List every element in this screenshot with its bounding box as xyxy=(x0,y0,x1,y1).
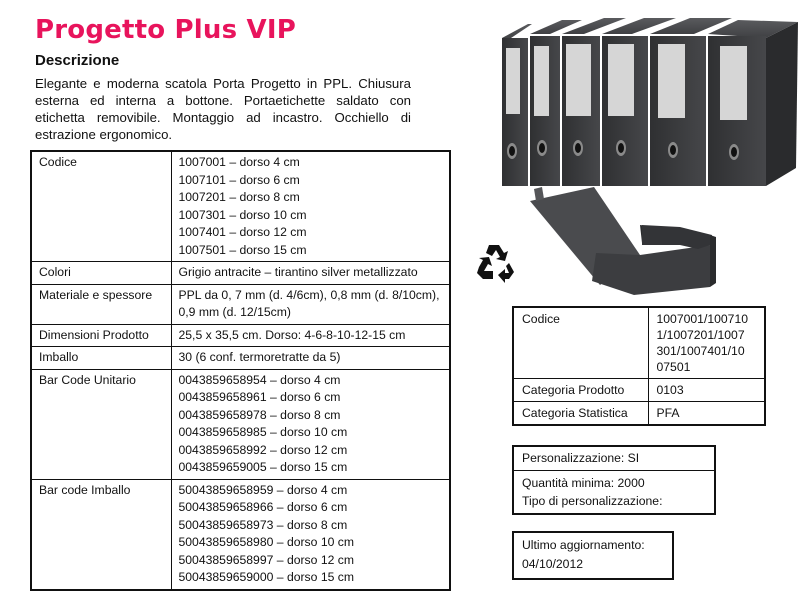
spec-value-line: 1007501 – dorso 15 cm xyxy=(178,242,307,257)
spec-value-line: 0043859658961 – dorso 6 cm xyxy=(178,390,341,404)
spec-row xyxy=(31,369,450,479)
spec-table xyxy=(30,150,451,591)
personalization-enabled: Personalizzazione: SI xyxy=(514,447,714,471)
last-update-date: 04/10/2012 xyxy=(522,557,583,571)
spec-row xyxy=(31,151,450,262)
personalization-type: Tipo di personalizzazione: xyxy=(522,494,663,508)
spec-value-line: 25,5 x 35,5 cm. Dorso: 4-6-8-10-12-15 cm xyxy=(178,327,406,342)
code-value-line: 07501 xyxy=(656,360,691,374)
spec-label: Bar Code Unitario xyxy=(31,369,171,479)
code-value xyxy=(648,402,765,426)
spec-label: Dimensioni Prodotto xyxy=(31,324,171,347)
spec-row xyxy=(31,479,450,590)
code-label: Codice xyxy=(513,307,648,379)
spec-label: Materiale e spessore xyxy=(31,284,171,324)
code-value-line: 1007001/100710 xyxy=(656,312,749,326)
spec-value-line: 50043859658997 – dorso 12 cm xyxy=(178,552,355,567)
product-photo-open-box xyxy=(530,185,770,295)
code-value xyxy=(648,379,765,402)
product-photo-boxes xyxy=(480,8,800,188)
spec-row xyxy=(31,284,450,324)
code-label: Categoria Prodotto xyxy=(513,379,648,402)
spec-value-line: PPL da 0, 7 mm (d. 4/6cm), 0,8 mm (d. 8/10cm), xyxy=(178,287,440,302)
spec-value-line: 0043859658978 – dorso 8 cm xyxy=(178,407,341,422)
spec-row xyxy=(31,262,450,285)
spec-label: Colori xyxy=(31,262,171,285)
section-heading-descrizione: Descrizione xyxy=(35,52,120,69)
spec-value-line: 0,9 mm (d. 12/15cm) xyxy=(178,305,291,319)
code-value-line: 1/1007201/1007 xyxy=(656,328,745,342)
spec-value-line: Grigio antracite – tirantino silver metallizzato xyxy=(178,265,418,279)
spec-value xyxy=(171,324,450,347)
code-row xyxy=(513,402,765,426)
personalization-box xyxy=(512,445,716,515)
last-update-box xyxy=(512,531,674,580)
spec-label: Codice xyxy=(31,151,171,262)
code-value-line: 0103 xyxy=(656,383,684,397)
page-title: Progetto Plus VIP xyxy=(35,15,297,45)
spec-row xyxy=(31,324,450,347)
personalization-min-qty: Quantità minima: 2000 xyxy=(522,476,645,490)
recycle-icon xyxy=(475,241,517,283)
code-row xyxy=(513,379,765,402)
code-value xyxy=(648,307,765,379)
spec-label: Bar code Imballo xyxy=(31,479,171,590)
code-label: Categoria Statistica xyxy=(513,402,648,426)
spec-value-line: 1007201 – dorso 8 cm xyxy=(178,190,300,204)
spec-row xyxy=(31,347,450,370)
spec-value-line: 1007301 – dorso 10 cm xyxy=(178,207,307,222)
spec-value xyxy=(171,479,450,590)
spec-value-line: 1007101 – dorso 6 cm xyxy=(178,172,300,187)
spec-value xyxy=(171,369,450,479)
spec-value-line: 0043859658954 – dorso 4 cm xyxy=(178,372,341,387)
spec-value-line: 50043859658966 – dorso 6 cm xyxy=(178,500,348,514)
spec-value xyxy=(171,284,450,324)
code-value-line: PFA xyxy=(656,406,680,420)
spec-value xyxy=(171,347,450,370)
code-table xyxy=(512,306,766,426)
spec-value-line: 50043859659000 – dorso 15 cm xyxy=(178,570,355,584)
spec-value-line: 0043859658985 – dorso 10 cm xyxy=(178,425,348,439)
spec-value xyxy=(171,262,450,285)
spec-value-line: 0043859659005 – dorso 15 cm xyxy=(178,460,348,474)
code-value-line: 301/1007401/10 xyxy=(656,344,745,358)
spec-value-line: 50043859658959 – dorso 4 cm xyxy=(178,482,348,497)
last-update-label: Ultimo aggiornamento: xyxy=(522,538,645,552)
spec-label: Imballo xyxy=(31,347,171,370)
code-row xyxy=(513,307,765,379)
spec-value xyxy=(171,151,450,262)
spec-value-line: 0043859658992 – dorso 12 cm xyxy=(178,442,348,457)
product-description: Elegante e moderna scatola Porta Progetto in PPL. Chiusura esterna ed interna a bottone. Portaetichette saldato con etichetta removibile. Montaggio ad incastro. Occhiello di estrazione ergonomico. xyxy=(35,76,411,142)
spec-value-line: 1007001 – dorso 4 cm xyxy=(178,155,300,169)
spec-value-line: 50043859658980 – dorso 10 cm xyxy=(178,535,355,549)
spec-value-line: 50043859658973 – dorso 8 cm xyxy=(178,517,348,532)
spec-value-line: 1007401 – dorso 12 cm xyxy=(178,225,307,239)
spec-value-line: 30 (6 conf. termoretratte da 5) xyxy=(178,350,341,364)
